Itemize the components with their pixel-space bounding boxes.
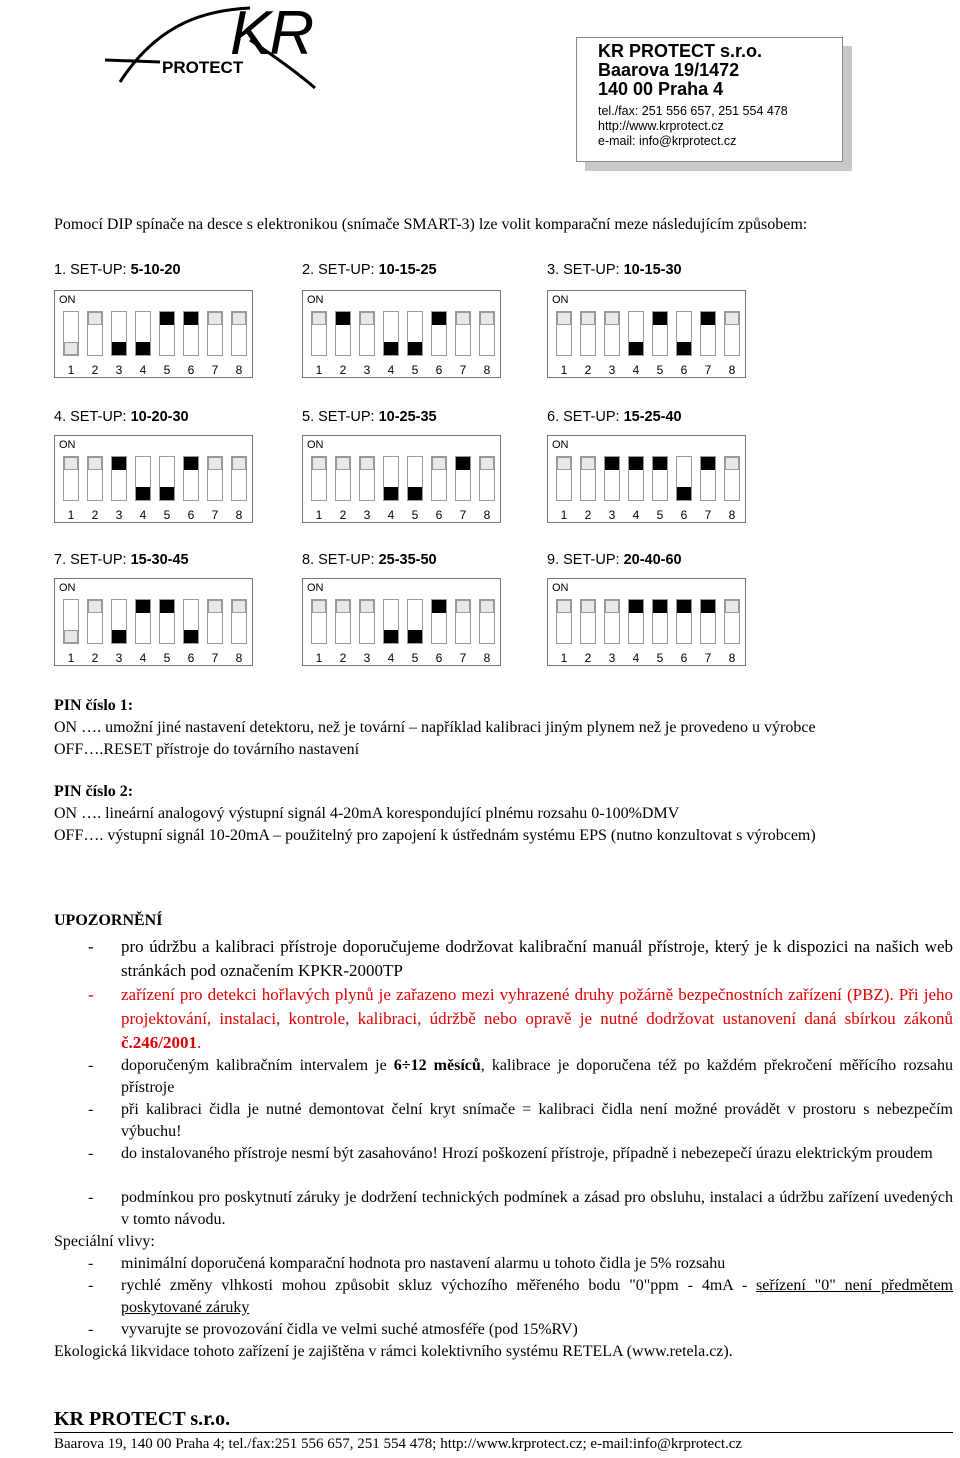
dip-toggle-7[interactable] [700,456,716,501]
warning-item-1: - pro údržbu a kalibraci přístroje doporučujeme dodržovat kalibrační manuál přístroje, který je k dispozici na našich web stránkách pod označením KPKR-2000TP [88,937,953,980]
dip-toggle-5[interactable] [652,456,668,501]
dip-number: 5 [411,363,419,377]
dip-toggle-7[interactable] [207,456,223,501]
dip-knob [725,457,739,470]
dip-number: 8 [728,508,736,522]
setup-title-9: 9. SET-UP: 20-40-60 [547,552,682,568]
dip-knob [456,457,470,470]
dip-knob [312,600,326,613]
dip-knob [480,312,494,325]
dip-toggle-6[interactable] [431,311,447,356]
dip-knob [112,457,126,470]
dip-toggle-5[interactable] [652,599,668,644]
dip-toggle-5[interactable] [159,311,175,356]
dip-toggle-1[interactable] [63,311,79,356]
dip-number: 6 [680,651,688,665]
dip-knob [208,600,222,613]
dip-number: 4 [632,651,640,665]
dip-toggle-4[interactable] [628,311,644,356]
dip-knob [480,600,494,613]
dip-toggle-5[interactable] [159,456,175,501]
on-label: ON [552,582,569,594]
dip-knob [432,312,446,325]
dip-toggle-4[interactable] [383,599,399,644]
dip-toggle-2[interactable] [87,456,103,501]
on-label: ON [307,582,324,594]
dip-number: 4 [387,508,395,522]
dip-toggle-2[interactable] [87,311,103,356]
dip-number: 2 [91,363,99,377]
dip-number: 3 [363,651,371,665]
dip-toggle-5[interactable] [652,311,668,356]
intro-text: Pomocí DIP spínače na desce s elektronikou (snímače SMART-3) lze volit komparační meze následujícím způsobem: [54,216,808,233]
dip-toggle-2[interactable] [580,599,596,644]
dip-toggle-5[interactable] [159,599,175,644]
dip-toggle-7[interactable] [455,311,471,356]
dip-knob [160,487,174,500]
dip-toggle-4[interactable] [135,599,151,644]
eco-text: Ekologická likvidace tohoto zařízení je zajištěna v rámci kolektivního systému RETELA (www.retela.cz). [54,1343,733,1360]
dip-number: 8 [235,363,243,377]
dip-knob [725,600,739,613]
warning-item-2: - zařízení pro detekci hořlavých plynů je zařazeno mezi vyhrazené druhy požárně bezpečnostních zařízení (PBZ). Při jeho projektování, instalaci, kontrole, kalibraci, údržbě nebo opravě je nutné dodržovat ustanovení daná sbírkou zákonů č.246/2001. [88,985,953,1052]
setup-title-1: 1. SET-UP: 5-10-20 [54,262,181,278]
dip-knob [112,342,126,355]
dip-switch-3 [547,290,746,378]
pin2-title: PIN číslo 2: [54,783,134,800]
dip-toggle-2[interactable] [87,599,103,644]
dip-number: 7 [211,508,219,522]
dip-toggle-3[interactable] [111,456,127,501]
dip-knob [432,457,446,470]
dip-number: 7 [211,363,219,377]
footer-company-name: KR PROTECT s.r.o. [54,1408,231,1430]
dip-number: 2 [339,508,347,522]
dip-knob [208,457,222,470]
dip-knob [408,487,422,500]
dip-toggle-7[interactable] [700,599,716,644]
dip-toggle-8[interactable] [724,456,740,501]
dip-toggle-6[interactable] [676,599,692,644]
company-name: KR PROTECT s.r.o. [598,41,763,61]
dip-knob [112,630,126,643]
special-item-1: - minimální doporučená komparační hodnota pro nastavení alarmu u tohoto čidla je 5% rozsahu [88,1255,726,1272]
dip-knob [581,600,595,613]
dip-number: 7 [459,363,467,377]
dip-toggle-2[interactable] [335,456,351,501]
dip-number: 2 [91,651,99,665]
dip-knob [557,600,571,613]
dip-number: 4 [139,363,147,377]
dip-knob [64,630,78,643]
dip-knob [136,600,150,613]
dip-knob [384,342,398,355]
dip-number: 8 [235,508,243,522]
dip-number: 1 [560,651,568,665]
dip-number: 3 [115,508,123,522]
dip-toggle-8[interactable] [231,456,247,501]
dip-number: 3 [608,651,616,665]
dip-number: 2 [91,508,99,522]
dip-number: 3 [115,651,123,665]
dip-toggle-3[interactable] [359,599,375,644]
dip-knob [701,312,715,325]
dip-toggle-1[interactable] [311,456,327,501]
dip-number: 1 [315,363,323,377]
dip-toggle-2[interactable] [580,311,596,356]
dip-toggle-8[interactable] [479,599,495,644]
setup-title-4: 4. SET-UP: 10-20-30 [54,409,189,425]
dip-number: 7 [211,651,219,665]
dip-knob [677,342,691,355]
dip-switch-8 [302,578,501,666]
dip-knob [605,457,619,470]
dip-number: 7 [459,508,467,522]
dip-knob [360,312,374,325]
dip-number: 2 [584,508,592,522]
dip-number: 4 [387,363,395,377]
dip-knob [629,457,643,470]
on-label: ON [552,294,569,306]
dip-number: 6 [680,508,688,522]
company-street: Baarova 19/1472 [598,60,740,80]
dip-knob [208,312,222,325]
dip-number: 3 [363,363,371,377]
dip-number: 4 [139,508,147,522]
dip-knob [88,457,102,470]
dip-toggle-2[interactable] [335,311,351,356]
dip-toggle-1[interactable] [556,311,572,356]
company-info-box [576,37,843,162]
dip-toggle-7[interactable] [207,599,223,644]
dip-number: 6 [187,651,195,665]
dip-switch-4 [54,435,253,523]
dip-knob [184,312,198,325]
dip-number: 8 [483,363,491,377]
dip-number: 6 [435,508,443,522]
dip-number: 3 [363,508,371,522]
setup-title-7: 7. SET-UP: 15-30-45 [54,552,189,568]
dip-switch-9 [547,578,746,666]
dip-number: 2 [584,651,592,665]
dip-number: 3 [608,363,616,377]
on-label: ON [307,294,324,306]
dip-knob [360,600,374,613]
dip-knob [629,342,643,355]
dip-toggle-8[interactable] [231,311,247,356]
dip-knob [232,600,246,613]
dip-number: 6 [187,508,195,522]
dip-toggle-4[interactable] [135,311,151,356]
dip-knob [88,312,102,325]
dip-knob [629,600,643,613]
dip-knob [677,600,691,613]
dip-knob [384,487,398,500]
footer-divider [54,1432,953,1433]
dip-toggle-4[interactable] [383,456,399,501]
dip-toggle-6[interactable] [431,599,447,644]
setup-title-8: 8. SET-UP: 25-35-50 [302,552,437,568]
dip-knob [701,457,715,470]
pin2-off: OFF…. výstupní signál 10-20mA – použitelný pro zapojení k ústřednám systému EPS (nutno konzultovat s výrobcem) [54,827,816,844]
dip-knob [653,312,667,325]
dip-knob [581,457,595,470]
dip-number: 8 [235,651,243,665]
dip-number: 4 [632,508,640,522]
dip-number: 6 [680,363,688,377]
dip-toggle-6[interactable] [183,311,199,356]
dip-number: 5 [411,651,419,665]
dip-number: 8 [728,651,736,665]
dip-toggle-3[interactable] [111,599,127,644]
dip-toggle-7[interactable] [207,311,223,356]
dip-toggle-8[interactable] [724,311,740,356]
on-label: ON [59,582,76,594]
company-logo [100,0,330,95]
dip-switch-1 [54,290,253,378]
dip-knob [605,600,619,613]
setup-title-5: 5. SET-UP: 10-25-35 [302,409,437,425]
dip-number: 6 [435,651,443,665]
dip-number: 5 [163,508,171,522]
dip-toggle-3[interactable] [359,456,375,501]
dip-knob [480,457,494,470]
dip-number: 5 [656,508,664,522]
pin1-off: OFF….RESET přístroje do továrního nastavení [54,741,360,758]
dip-toggle-3[interactable] [604,311,620,356]
dip-number: 3 [115,363,123,377]
dip-knob [456,312,470,325]
dip-toggle-2[interactable] [580,456,596,501]
on-label: ON [59,439,76,451]
dip-switch-5 [302,435,501,523]
dip-knob [360,457,374,470]
dip-toggle-1[interactable] [556,456,572,501]
pin2-on: ON …. lineární analogový výstupní signál 4-20mA korespondující plnému rozsahu 0-100%DMV [54,805,680,822]
dip-toggle-4[interactable] [628,599,644,644]
dip-number: 6 [435,363,443,377]
dip-knob [64,342,78,355]
logo-protect-text: PROTECT [162,58,244,77]
company-city: 140 00 Praha 4 [598,79,724,99]
dip-knob [408,342,422,355]
dip-number: 5 [163,363,171,377]
dip-knob [312,312,326,325]
logo-kr-text: KR [230,0,313,68]
dip-number: 7 [704,651,712,665]
dip-knob [384,630,398,643]
dip-toggle-2[interactable] [335,599,351,644]
dip-toggle-6[interactable] [183,599,199,644]
dip-toggle-8[interactable] [479,311,495,356]
dip-knob [160,312,174,325]
dip-number: 7 [704,363,712,377]
pin1-on: ON …. umožní jiné nastavení detektoru, než je tovární – například kalibraci jiným plynem než je provedeno u výrobce [54,719,816,736]
dip-toggle-1[interactable] [63,456,79,501]
dip-knob [136,342,150,355]
dip-number: 1 [315,651,323,665]
special-title: Speciální vlivy: [54,1233,155,1250]
warning-item-5: - do instalovaného přístroje nesmí být zasahováno! Hrozí poškození přístroje, případně i nebezepečí úrazu elektrickým proudem [88,1145,933,1162]
dip-knob [184,457,198,470]
dip-knob [232,457,246,470]
dip-number: 2 [584,363,592,377]
dip-number: 8 [483,651,491,665]
dip-knob [88,600,102,613]
dip-knob [184,630,198,643]
dip-toggle-6[interactable] [431,456,447,501]
pin1-title: PIN číslo 1: [54,697,134,714]
dip-knob [677,487,691,500]
dip-knob [701,600,715,613]
dip-toggle-1[interactable] [63,599,79,644]
dip-knob [336,600,350,613]
dip-knob [312,457,326,470]
company-phone: tel./fax: 251 556 657, 251 554 478 [598,104,788,118]
dip-toggle-3[interactable] [359,311,375,356]
on-label: ON [307,439,324,451]
dip-toggle-8[interactable] [479,456,495,501]
dip-knob [136,487,150,500]
dip-switch-6 [547,435,746,523]
dip-toggle-8[interactable] [724,599,740,644]
dip-number: 5 [411,508,419,522]
dip-toggle-7[interactable] [700,311,716,356]
company-email[interactable]: e-mail: info@krprotect.cz [598,134,737,148]
dip-knob [557,312,571,325]
setup-title-3: 3. SET-UP: 10-15-30 [547,262,682,278]
dip-knob [336,457,350,470]
dip-knob [581,312,595,325]
warning-item-6: - podmínkou pro poskytnutí záruky je dodržení technických podmínek a zásad pro obsluhu, instalaci a údržbu zařízení uvedených v tomto návodu. [88,1189,953,1228]
dip-toggle-7[interactable] [455,599,471,644]
special-item-3: - vyvarujte se provozování čidla ve velmi suché atmosféře (pod 15%RV) [88,1321,578,1338]
dip-number: 5 [163,651,171,665]
dip-number: 4 [139,651,147,665]
dip-knob [456,600,470,613]
dip-number: 1 [560,363,568,377]
special-item-2: - rychlé změny vlhkosti mohou způsobit skluz výchozího měřeného bodu "0"ppm - 4mA - seřízení "0" není předmětem poskytované záruky [88,1277,954,1316]
dip-knob [232,312,246,325]
dip-toggle-3[interactable] [111,311,127,356]
warning-item-4: - při kalibraci čidla je nutné demontovat čelní kryt snímače = kalibraci čidla není možné provádět v prostoru s nebezpečím výbuchu! [88,1101,953,1140]
dip-switch-7 [54,578,253,666]
dip-toggle-4[interactable] [383,311,399,356]
dip-number: 4 [632,363,640,377]
dip-number: 4 [387,651,395,665]
dip-toggle-8[interactable] [231,599,247,644]
dip-toggle-6[interactable] [676,311,692,356]
dip-knob [432,600,446,613]
dip-knob [725,312,739,325]
dip-toggle-7[interactable] [455,456,471,501]
dip-number: 7 [704,508,712,522]
dip-number: 1 [67,508,75,522]
dip-number: 7 [459,651,467,665]
dip-knob [408,630,422,643]
dip-number: 8 [483,508,491,522]
dip-knob [605,312,619,325]
dip-number: 2 [339,363,347,377]
dip-toggle-5[interactable] [407,456,423,501]
dip-toggle-5[interactable] [407,311,423,356]
dip-number: 5 [656,363,664,377]
company-web[interactable]: http://www.krprotect.cz [598,119,724,133]
dip-number: 2 [339,651,347,665]
dip-toggle-6[interactable] [183,456,199,501]
on-label: ON [59,294,76,306]
dip-number: 6 [187,363,195,377]
dip-number: 1 [67,363,75,377]
dip-knob [557,457,571,470]
dip-number: 5 [656,651,664,665]
dip-knob [160,600,174,613]
dip-toggle-1[interactable] [311,311,327,356]
setup-title-6: 6. SET-UP: 15-25-40 [547,409,682,425]
dip-number: 3 [608,508,616,522]
warning-item-3: - doporučeným kalibračním intervalem je 6÷12 měsíců, kalibrace je doporučena též po každém překročení měřícího rozsahu přístroje [88,1057,954,1096]
dip-knob [64,457,78,470]
dip-number: 8 [728,363,736,377]
dip-toggle-1[interactable] [556,599,572,644]
footer-address: Baarova 19, 140 00 Praha 4; tel./fax:251 556 657, 251 554 478; http://www.krprotect.cz; e-mail:info@krprotect.cz [54,1436,743,1452]
warning-title: UPOZORNĚNÍ [54,912,163,929]
dip-toggle-3[interactable] [604,456,620,501]
dip-knob [653,600,667,613]
dip-toggle-1[interactable] [311,599,327,644]
setup-title-2: 2. SET-UP: 10-15-25 [302,262,437,278]
dip-toggle-3[interactable] [604,599,620,644]
dip-knob [336,312,350,325]
dip-number: 1 [560,508,568,522]
dip-number: 1 [67,651,75,665]
dip-toggle-4[interactable] [135,456,151,501]
dip-knob [653,457,667,470]
on-label: ON [552,439,569,451]
dip-toggle-5[interactable] [407,599,423,644]
dip-toggle-4[interactable] [628,456,644,501]
dip-toggle-6[interactable] [676,456,692,501]
dip-number: 1 [315,508,323,522]
dip-switch-2 [302,290,501,378]
